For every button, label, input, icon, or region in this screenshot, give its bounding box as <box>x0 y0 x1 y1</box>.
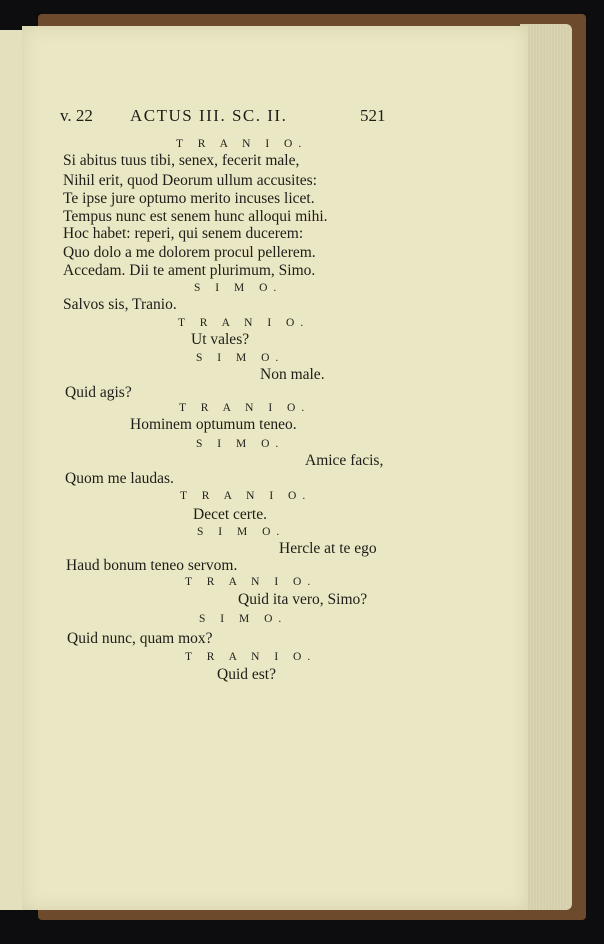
verse-line: Amice facis, <box>305 452 384 469</box>
verse-line: Decet certe. <box>193 506 267 523</box>
verse-line: Quom me laudas. <box>65 470 174 487</box>
verse-line: Tempus nunc est senem hunc alloqui mihi. <box>63 208 328 225</box>
verse-line: Salvos sis, Tranio. <box>63 296 177 313</box>
verse-reference: v. 22 <box>60 106 93 125</box>
verse-line: Hominem optumum teneo. <box>130 416 297 433</box>
verse-line: Accedam. Dii te ament plurimum, Simo. <box>63 262 316 279</box>
speaker-label: T R A N I O. <box>185 651 317 663</box>
speaker-label: T R A N I O. <box>178 317 310 329</box>
verse-line: Hoc habet: reperi, qui senem ducerem: <box>63 225 304 242</box>
speaker-label: T R A N I O. <box>180 490 312 502</box>
speaker-label: T R A N I O. <box>179 402 311 414</box>
page-title: ACTUS III. SC. II. <box>130 106 288 125</box>
speaker-label: S I M O. <box>199 613 288 625</box>
verse-line: Quid est? <box>217 666 276 683</box>
speaker-label: S I M O. <box>194 282 283 294</box>
verse-line: Hercle at te ego <box>279 540 377 557</box>
verse-line: Si abitus tuus tibi, senex, fecerit male, <box>63 152 300 169</box>
speaker-label: T R A N I O. <box>185 576 317 588</box>
verse-line: Quo dolo a me dolorem procul pellerem. <box>63 244 316 261</box>
verse-line: Quid agis? <box>65 384 132 401</box>
verse-line: Nihil erit, quod Deorum ullum accusites: <box>63 172 317 189</box>
speaker-label: S I M O. <box>196 438 285 450</box>
speaker-label: S I M O. <box>196 352 285 364</box>
verse-line: Te ipse jure optumo merito incuses licet. <box>63 190 315 207</box>
verse-line: Non male. <box>260 366 325 383</box>
page-number: 521 <box>360 106 386 125</box>
verse-line: Quid ita vero, Simo? <box>238 591 368 608</box>
verse-line: Quid nunc, quam mox? <box>67 630 213 647</box>
speaker-label: S I M O. <box>197 526 286 538</box>
verse-line: Haud bonum teneo servom. <box>66 557 238 574</box>
facing-page-edge <box>0 30 23 910</box>
verse-line: Ut vales? <box>191 331 250 348</box>
speaker-label: T R A N I O. <box>176 138 308 150</box>
